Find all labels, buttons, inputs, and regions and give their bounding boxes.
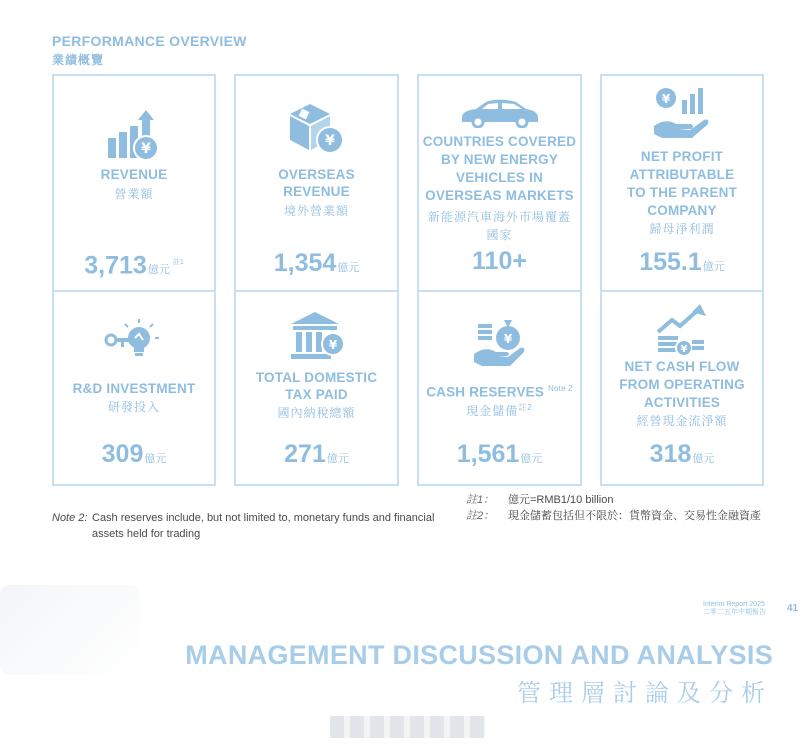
note-text: 現金儲蓄包括但不限於：貨幣資金、交易性金融資產 — [508, 510, 761, 522]
note-text: Cash reserves include, but not limited to, monetary funds and financial assets held for trading — [92, 512, 435, 540]
hand-yuan-chart-icon — [652, 84, 712, 149]
card-label: NET PROFIT — [640, 149, 724, 164]
card-label-zh: 新能源汽車海外市場覆蓋 — [427, 210, 571, 224]
car-icon — [458, 98, 542, 133]
card-label: NET CASH FLOW — [624, 359, 740, 374]
report-name: Interim Report 2025 二零二五年中期報告 — [703, 601, 766, 616]
card-tax-paid — [234, 290, 399, 486]
card-label: ATTRIBUTABLE — [629, 167, 735, 182]
card-label: TAX PAID — [285, 387, 348, 402]
card-label: REVENUE — [100, 167, 168, 182]
card-label: BY NEW ENERGY — [440, 152, 559, 167]
card-label: COUNTRIES COVERED — [422, 134, 577, 149]
card-label-zh: 國內納稅總額 — [277, 406, 356, 420]
card-label: FROM OPERATING — [619, 377, 745, 392]
card-label: VEHICLES IN — [456, 170, 543, 185]
card-cash-reserves — [417, 290, 582, 486]
card-revenue — [52, 74, 216, 292]
svg-text:¥: ¥ — [680, 344, 688, 355]
revenue-bar-chart-yuan-icon — [106, 108, 162, 169]
card-overseas-revenue — [234, 74, 399, 292]
chapter-title-zh: 管理層討論及分析 — [517, 680, 773, 707]
card-net-cash-flow — [600, 290, 764, 486]
watermark-bar — [330, 716, 485, 738]
money-bag-hand-icon — [472, 314, 528, 375]
card-net-profit — [600, 74, 764, 292]
cash-flow-trend-icon — [654, 302, 710, 363]
card-label-zh: 研發投入 — [107, 400, 160, 414]
notes-chinese — [466, 492, 761, 524]
bank-building-yuan-icon — [287, 310, 347, 367]
card-label-zh: 經營現金流淨額 — [636, 414, 728, 428]
note-2-zh — [466, 508, 761, 524]
overseas-box-yuan-icon — [286, 100, 348, 165]
card-label: OVERSEAS — [278, 167, 355, 182]
card-countries-covered — [417, 74, 582, 292]
card-label-zh: 境外營業額 — [283, 204, 349, 218]
note-1-zh — [466, 492, 761, 508]
card-label: CASH RESERVES $^{Note 2}$ — [426, 384, 573, 400]
card-value: 318億元 — [649, 440, 715, 468]
card-label: TO THE PARENT — [626, 185, 738, 200]
card-label-zh: 現金儲備$^{註2}$ — [466, 403, 533, 418]
card-label: R&D INVESTMENT — [72, 381, 196, 396]
card-label: COMPANY — [647, 203, 717, 218]
note-tag: 註2： — [466, 510, 495, 522]
card-value: 3,713億元$^{註1}$ — [84, 251, 184, 280]
decorative-shape — [0, 585, 140, 675]
svg-text:¥: ¥ — [328, 338, 337, 352]
note-tag: 註1： — [466, 494, 495, 506]
key-lightbulb-icon — [103, 318, 165, 367]
card-value: 1,561億元 — [456, 440, 543, 468]
card-label-zh: 歸母淨利潤 — [649, 222, 715, 236]
svg-text:¥: ¥ — [141, 141, 151, 157]
page-number: 41 — [787, 603, 799, 614]
card-value: 271億元 — [284, 440, 349, 468]
note-2-english — [52, 510, 452, 542]
card-value: 1,354億元 — [273, 249, 360, 277]
chapter-title: MANAGEMENT DISCUSSION AND ANALYSIS — [185, 640, 773, 670]
card-label-zh: 國家 — [486, 228, 513, 242]
svg-text:¥: ¥ — [661, 92, 671, 106]
section-title: PERFORMANCE OVERVIEW — [52, 33, 247, 49]
card-label: TOTAL DOMESTIC — [255, 370, 378, 385]
card-value: 155.1億元 — [639, 248, 725, 276]
card-label-zh: 營業額 — [114, 187, 154, 201]
card-label: OVERSEAS MARKETS — [425, 188, 574, 203]
card-rd-investment — [52, 290, 216, 486]
svg-text:¥: ¥ — [503, 332, 512, 346]
note-tag: Note 2: — [52, 512, 88, 524]
section-subtitle: 業績概覽 — [52, 53, 105, 67]
card-label: ACTIVITIES — [643, 395, 721, 410]
note-text: 億元=RMB1/10 billion — [508, 494, 614, 506]
card-label: REVENUE — [283, 184, 350, 199]
card-value: 309億元 — [101, 440, 167, 468]
card-value: 110+ — [472, 247, 527, 275]
svg-text:¥: ¥ — [324, 133, 335, 149]
